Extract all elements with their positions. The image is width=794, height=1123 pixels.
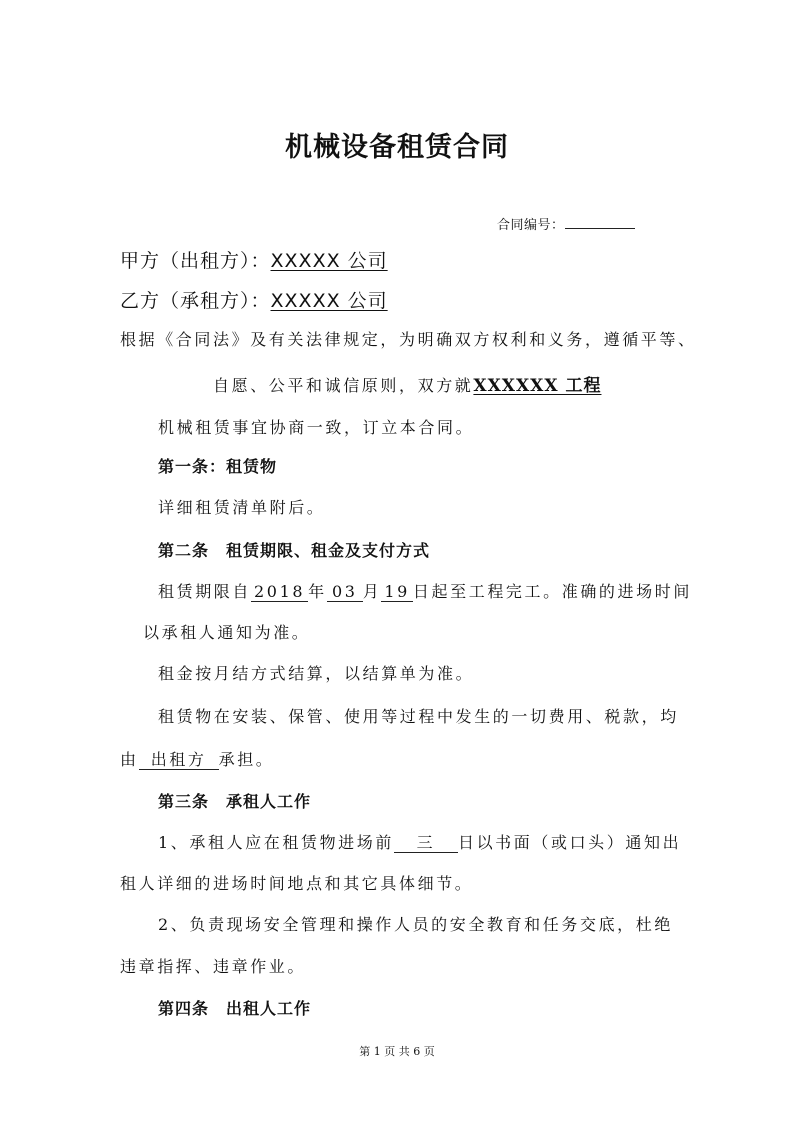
article-1-heading: 第一条：租赁物 xyxy=(158,457,278,476)
item-2-line-2: 违章指挥、违章作业。 xyxy=(120,957,307,976)
party-b xyxy=(120,288,388,314)
lease-term-line-2: 以承租人通知为准。 xyxy=(143,623,311,642)
intro-line-3: 机械租赁事宜协商一致，订立本合同。 xyxy=(158,418,475,437)
party-a xyxy=(120,248,388,274)
lease-term-line-1 xyxy=(158,581,692,603)
project-name: XXXXXX 工程 xyxy=(473,376,602,396)
contract-number xyxy=(497,215,635,237)
year-unit: 年 xyxy=(308,582,327,601)
lease-year: 2018 xyxy=(251,583,308,602)
article-4-heading: 第四条 出租人工作 xyxy=(158,999,312,1018)
lease-term-text: 租赁期限自 xyxy=(158,582,252,601)
article-2-heading: 第二条 租赁期限、租金及支付方式 xyxy=(158,541,431,560)
item-1-line-1 xyxy=(158,832,681,854)
item-1-text: 1、承租人应在租赁物进场前 xyxy=(158,833,394,852)
article-3-heading: 第三条 承租人工作 xyxy=(158,792,312,811)
intro-line-2 xyxy=(213,375,601,397)
page-footer: 第 1 页 共 6 页 xyxy=(359,1045,435,1058)
item-1-text-end: 日以书面（或口头）通知出 xyxy=(457,833,682,852)
month-unit: 月 xyxy=(362,582,382,601)
cost-bearer: 出租方 xyxy=(139,751,219,770)
document-title: 机械设备租赁合同 xyxy=(285,132,509,163)
party-a-label: 甲方（出租方）： xyxy=(120,250,271,272)
contract-number-blank xyxy=(565,228,635,229)
costs-line-2 xyxy=(120,749,274,771)
costs-text: 由 xyxy=(120,750,139,769)
item-2-line-1: 2、负责现场安全管理和操作人员的安全教育和任务交底，杜绝 xyxy=(158,915,673,934)
notice-days: 三 xyxy=(394,834,458,853)
lease-term-text-end: 日起至工程完工。准确的进场时间 xyxy=(412,582,692,601)
party-b-value: XXXXX 公司 xyxy=(270,290,388,312)
party-a-value: XXXXX 公司 xyxy=(270,250,388,272)
rent-settlement: 租金按月结方式结算，以结算单为准。 xyxy=(158,664,475,683)
lease-month: 03 xyxy=(327,583,363,602)
item-1-line-2: 租人详细的进场时间地点和其它具体细节。 xyxy=(120,874,474,893)
costs-text-end: 承担。 xyxy=(218,750,275,769)
intro-line-1: 根据《合同法》及有关法律规定，为明确双方权利和义务，遵循平等、 xyxy=(120,330,697,349)
article-1-text: 详细租赁清单附后。 xyxy=(158,498,326,517)
party-b-label: 乙方（承租方）： xyxy=(120,290,271,312)
intro-line-2-text: 自愿、公平和诚信原则，双方就 xyxy=(213,376,474,395)
costs-line-1: 租赁物在安装、保管、使用等过程中发生的一切费用、税款，均 xyxy=(158,707,679,726)
lease-day: 19 xyxy=(381,583,413,602)
contract-number-label: 合同编号： xyxy=(497,218,565,233)
